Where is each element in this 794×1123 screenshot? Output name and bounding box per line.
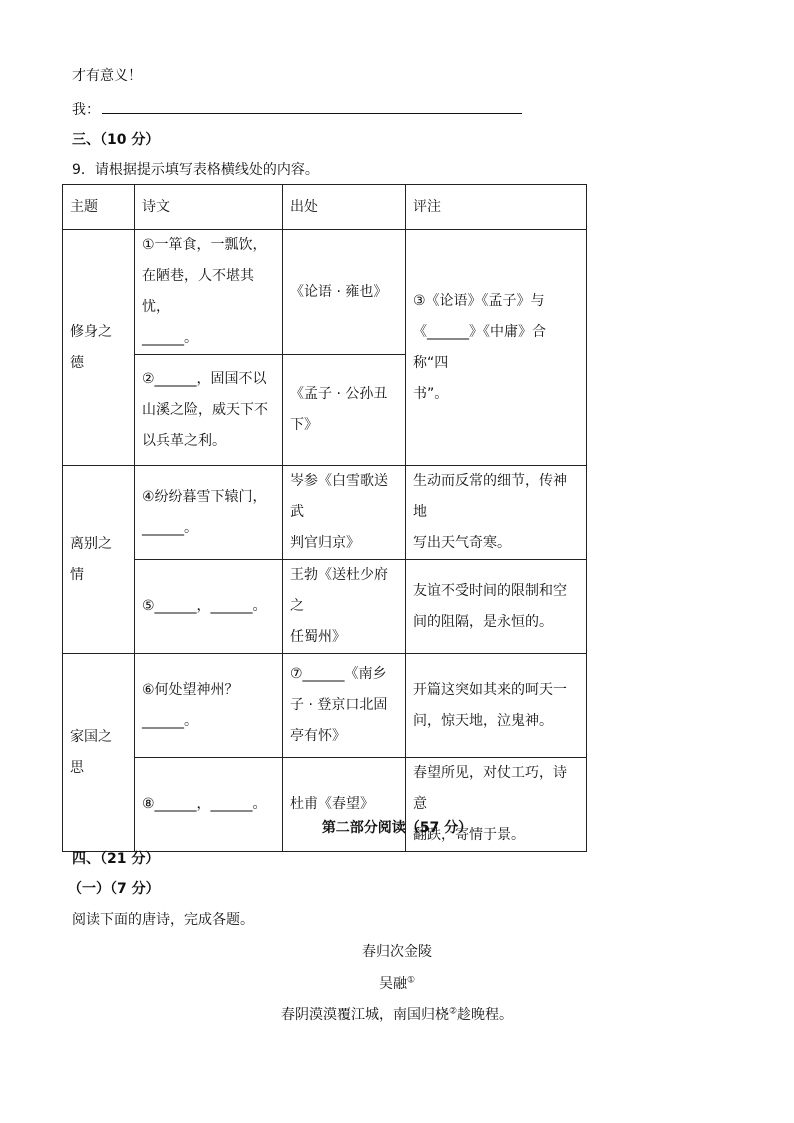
poem-cell: ①一箪食，一瓢饮， 在陋巷，人不堪其忧， ______。 bbox=[135, 230, 283, 355]
me-label: 我： bbox=[72, 102, 100, 118]
subsection-1-heading: （一）（7 分） bbox=[68, 881, 160, 897]
poem-line-1: 春阴漠漠覆江城，南国归桡②趁晚程。 bbox=[280, 1006, 514, 1023]
theme-cell: 离别之 情 bbox=[63, 466, 135, 654]
poem-cell: ②______，固国不以 山溪之险，威天下不 以兵革之利。 bbox=[135, 355, 283, 466]
answer-blank bbox=[102, 99, 522, 114]
theme-cell: 家国之 思 bbox=[63, 654, 135, 852]
source-cell: 《论语 · 雍也》 bbox=[283, 230, 406, 355]
poem-title: 春归次金陵 bbox=[362, 944, 432, 960]
intro-tail-text: 才有意义！ bbox=[72, 68, 142, 84]
table-row bbox=[63, 230, 587, 355]
note-cell: 友谊不受时间的限制和空 间的阻隔，是永恒的。 bbox=[406, 560, 587, 654]
table-header-row bbox=[63, 185, 587, 230]
header-theme: 主题 bbox=[63, 185, 135, 230]
source-cell: 杜甫《春望》 bbox=[283, 758, 406, 852]
poem-author-line bbox=[0, 974, 794, 994]
source-cell: ⑦______《南乡 子 · 登京口北固 亭有怀》 bbox=[283, 654, 406, 758]
table-row bbox=[63, 654, 587, 758]
poem-cell: ⑤______，______。 bbox=[135, 560, 283, 654]
section-4-heading: 四、（21 分） bbox=[72, 851, 160, 867]
header-poem: 诗文 bbox=[135, 185, 283, 230]
section-3-heading: 三、（10 分） bbox=[72, 132, 160, 148]
poem-cell: ⑥何处望神州？ ______。 bbox=[135, 654, 283, 758]
source-cell: 《孟子 · 公孙丑 下》 bbox=[283, 355, 406, 466]
poetry-table bbox=[62, 184, 587, 852]
note-cell: 春望所见，对仗工巧，诗意 翻跌，寄情于景。 bbox=[406, 758, 587, 852]
question-9: 9．请根据提示填写表格横线处的内容。 bbox=[72, 162, 319, 178]
theme-cell: 修身之 德 bbox=[63, 230, 135, 466]
header-note: 评注 bbox=[406, 185, 587, 230]
poem-cell: ⑧______，______。 bbox=[135, 758, 283, 852]
footnote-marker: ② bbox=[448, 1006, 458, 1017]
poem-author: 吴融 bbox=[378, 976, 407, 992]
reading-instruction: 阅读下面的唐诗，完成各题。 bbox=[72, 912, 254, 928]
poem-cell: ④纷纷暮雪下辕门， ______。 bbox=[135, 466, 283, 560]
footnote-marker: ① bbox=[406, 975, 416, 986]
part-2-heading: 第二部分阅读（57 分） bbox=[321, 820, 473, 836]
table-row bbox=[63, 560, 587, 654]
header-source: 出处 bbox=[283, 185, 406, 230]
answer-line bbox=[72, 99, 522, 120]
note-cell: 开篇这突如其来的呵天一 问，惊天地，泣鬼神。 bbox=[406, 654, 587, 758]
source-cell: 岑参《白雪歌送武 判官归京》 bbox=[283, 466, 406, 560]
table-row bbox=[63, 466, 587, 560]
note-cell: 生动而反常的细节，传神地 写出天气奇寒。 bbox=[406, 466, 587, 560]
source-cell: 王勃《送杜少府之 任蜀州》 bbox=[283, 560, 406, 654]
note-cell: ③《论语》《孟子》与 《______》《中庸》合称“四 书”。 bbox=[406, 230, 587, 466]
